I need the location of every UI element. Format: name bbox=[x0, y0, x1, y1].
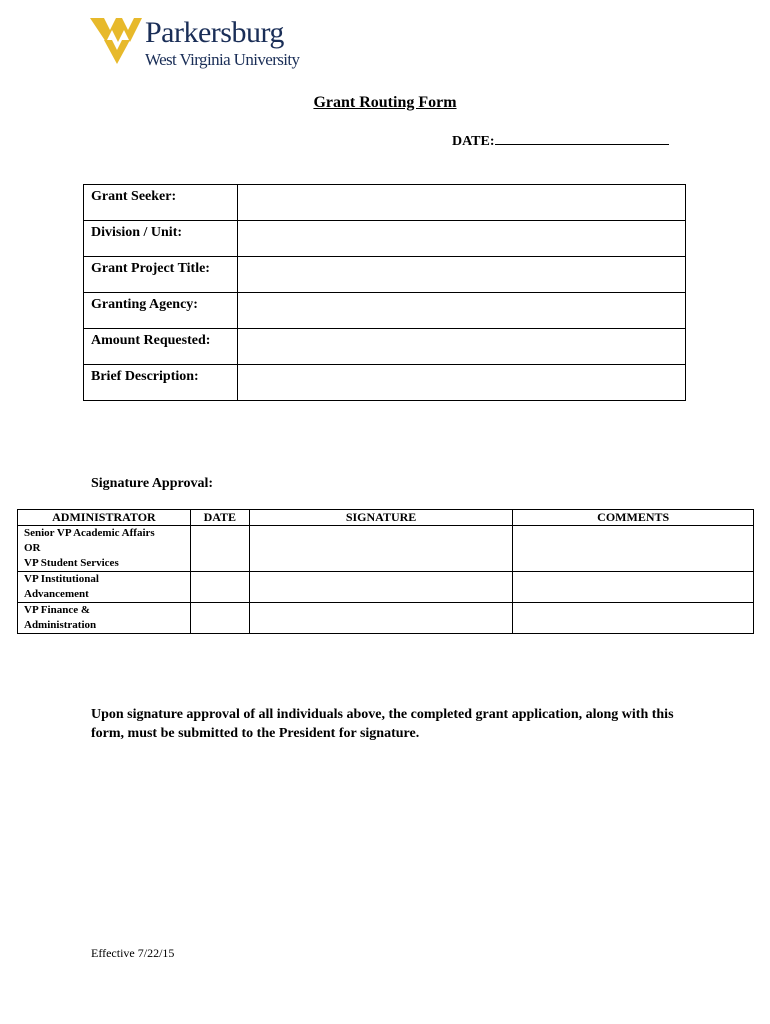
date-field[interactable] bbox=[452, 131, 669, 150]
table-row bbox=[18, 572, 754, 603]
admin-line: VP Finance & bbox=[24, 604, 90, 616]
admin-line: Advancement bbox=[24, 588, 89, 600]
table-row bbox=[18, 526, 754, 572]
logo-name-secondary: West Virginia University bbox=[145, 50, 300, 69]
grant-info-table bbox=[83, 184, 686, 401]
info-label: Grant Project Title: bbox=[84, 257, 238, 293]
administrator-cell bbox=[18, 526, 191, 572]
header-signature: SIGNATURE bbox=[249, 510, 513, 526]
brief-description-field[interactable] bbox=[238, 365, 686, 401]
logo-name-primary: Parkersburg bbox=[145, 16, 284, 49]
admin-line: Administration bbox=[24, 619, 97, 631]
signature-approval-heading: Signature Approval: bbox=[91, 476, 214, 491]
project-title-field[interactable] bbox=[238, 257, 686, 293]
date-cell[interactable] bbox=[190, 526, 249, 572]
signature-cell[interactable] bbox=[249, 603, 513, 634]
form-title: Grant Routing Form bbox=[313, 94, 457, 111]
submission-notice: Upon signature approval of all individuals above, the completed grant application, along with this form, must be submitted to the President for signature. bbox=[91, 707, 674, 741]
administrator-cell bbox=[18, 572, 191, 603]
signature-header-row bbox=[18, 510, 754, 526]
division-unit-field[interactable] bbox=[238, 221, 686, 257]
header-comments: COMMENTS bbox=[513, 510, 754, 526]
info-row bbox=[84, 257, 686, 293]
admin-line: VP Student Services bbox=[24, 557, 119, 569]
comments-cell[interactable] bbox=[513, 526, 754, 572]
university-logo bbox=[90, 16, 310, 72]
info-label: Grant Seeker: bbox=[84, 185, 238, 221]
signature-cell[interactable] bbox=[249, 526, 513, 572]
effective-date: Effective 7/22/15 bbox=[91, 946, 175, 960]
date-label: DATE: bbox=[452, 134, 495, 149]
admin-line: OR bbox=[24, 542, 41, 554]
info-label: Amount Requested: bbox=[84, 329, 238, 365]
table-row bbox=[18, 603, 754, 634]
info-row bbox=[84, 185, 686, 221]
amount-requested-field[interactable] bbox=[238, 329, 686, 365]
header-administrator: ADMINISTRATOR bbox=[18, 510, 191, 526]
signature-table bbox=[17, 509, 754, 634]
administrator-cell bbox=[18, 603, 191, 634]
admin-line: Senior VP Academic Affairs bbox=[24, 527, 155, 539]
info-row bbox=[84, 221, 686, 257]
info-row bbox=[84, 293, 686, 329]
date-cell[interactable] bbox=[190, 603, 249, 634]
info-row bbox=[84, 329, 686, 365]
header-date: DATE bbox=[190, 510, 249, 526]
granting-agency-field[interactable] bbox=[238, 293, 686, 329]
signature-cell[interactable] bbox=[249, 572, 513, 603]
comments-cell[interactable] bbox=[513, 603, 754, 634]
date-cell[interactable] bbox=[190, 572, 249, 603]
info-label: Granting Agency: bbox=[84, 293, 238, 329]
date-line[interactable] bbox=[495, 131, 669, 145]
admin-line: VP Institutional bbox=[24, 573, 99, 585]
grant-seeker-field[interactable] bbox=[238, 185, 686, 221]
info-row bbox=[84, 365, 686, 401]
flying-wv-logo-icon bbox=[90, 16, 142, 66]
comments-cell[interactable] bbox=[513, 572, 754, 603]
info-label: Brief Description: bbox=[84, 365, 238, 401]
info-label: Division / Unit: bbox=[84, 221, 238, 257]
